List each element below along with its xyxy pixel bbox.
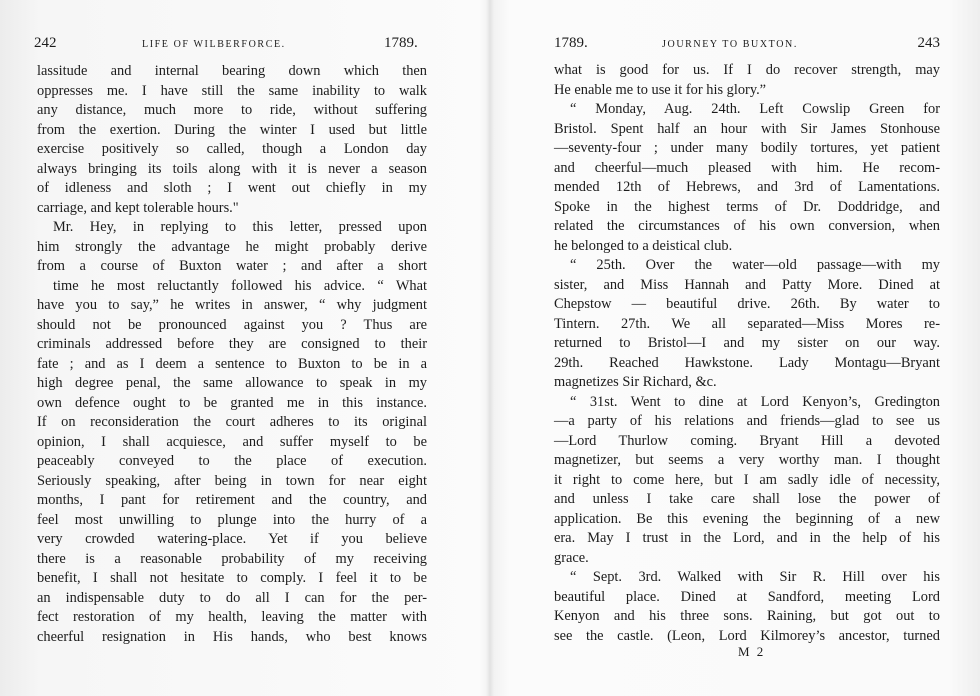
text-line: application. Be this evening the beginning of a new	[554, 510, 940, 527]
text-line: lassitude and internal bearing down which then	[37, 63, 427, 79]
text-line: —Lord Thurlow coming. Bryant Hill a devoted	[554, 432, 940, 449]
right-running-title: JOURNEY TO BUXTON.	[662, 39, 798, 50]
text-line: it right to come here, but I am sadly idle of necessity,	[554, 471, 940, 488]
text-line: time he most reluctantly followed his advice. “ What	[53, 277, 427, 294]
text-line: high degree penal, the same allowance to speak in my	[37, 375, 427, 391]
text-line: own defence ought to be granted me in this instance.	[37, 394, 427, 411]
text-line: Tintern. 27th. We all separated—Miss Mores re-	[554, 315, 940, 332]
text-line: an indispensable duty to do all I can for the per-	[37, 589, 427, 606]
text-line: he belonged to a deistical club.	[554, 237, 733, 254]
text-line: from a course of Buxton water ; and after a short	[37, 258, 427, 274]
text-line: any distance, much more to ride, without suffering	[37, 102, 427, 118]
left-page-year: 1789.	[384, 35, 418, 51]
text-line: fect restoration of my health, leaving the matter with	[37, 609, 427, 625]
text-line: from the exertion. During the winter I used but little	[37, 121, 427, 138]
right-page-number: 243	[917, 35, 940, 51]
text-line: very crowded watering-place. Yet if you believe	[37, 531, 427, 547]
text-line: what is good for us. If I do recover strength, may	[554, 62, 940, 78]
book-gutter	[486, 0, 494, 696]
text-line: Chepstow — beautiful drive. 26th. By water to	[554, 296, 940, 312]
text-line: of idleness and sloth ; I went out chiefly in my	[37, 180, 427, 196]
right-page-body	[554, 61, 940, 646]
text-line: cheerful resignation in His hands, who best knows	[37, 628, 427, 645]
text-line: should not be pronounced against you ? Thus are	[37, 316, 427, 333]
text-line: sister, and Miss Hannah and Patty More. Dined at	[554, 276, 940, 293]
text-line: criminals addressed before they are consigned to their	[37, 336, 427, 352]
text-line: feel most unwilling to plunge into the hurry of a	[37, 511, 427, 528]
text-line: carriage, and kept tolerable hours."	[37, 199, 239, 216]
text-line: him strongly the advantage he might probably derive	[37, 238, 427, 255]
left-running-title: LIFE OF WILBERFORCE.	[142, 39, 286, 50]
left-page-body	[37, 62, 427, 647]
text-line: Spoke in the highest terms of Dr. Doddridge, and	[554, 198, 940, 215]
text-line: “ Sept. 3rd. Walked with Sir R. Hill over his	[570, 569, 940, 585]
text-line: benefit, I shall not hesitate to comply. I feel it to be	[37, 570, 427, 586]
text-line: “ 31st. Went to dine at Lord Kenyon’s, Gredington	[570, 393, 940, 410]
left-page-header	[34, 34, 426, 52]
text-line: and unless I take care shall lose the power of	[554, 491, 940, 507]
text-line: always bringing its toils along with it is never a season	[37, 160, 427, 177]
text-line: 29th. Reached Hawkstone. Lady Montagu—Bryant	[554, 354, 940, 371]
text-line: opinion, I shall acquiesce, and suffer myself to be	[37, 433, 427, 450]
text-line: oppresses me. I have still the same inability to walk	[37, 82, 427, 99]
text-line: Seriously speaking, after being in town for near eight	[37, 472, 427, 489]
text-line: have you to say,” he writes in answer, “ why judgment	[37, 297, 427, 313]
text-line: beautiful place. Dined at Sandford, meeting Lord	[554, 588, 940, 605]
text-line: —a party of his relations and friends—glad to see us	[554, 413, 940, 429]
text-line: peaceably conveyed to the place of execution.	[37, 453, 427, 469]
text-line: related the circumstances of his own conversion, when	[554, 218, 940, 234]
right-page-header	[554, 34, 940, 52]
text-line: “ Monday, Aug. 24th. Left Cowslip Green for	[570, 101, 940, 117]
text-line: He enable me to use it for his glory.”	[554, 81, 767, 98]
text-line: fate ; and as I deem a sentence to Buxton to be in a	[37, 355, 427, 372]
text-line: grace.	[554, 549, 589, 566]
right-page	[490, 0, 980, 696]
left-page-number: 242	[34, 35, 57, 51]
text-line: —seventy-four ; under many bodily tortures, yet patient	[554, 140, 940, 156]
text-line: months, I pant for retirement and the country, and	[37, 492, 427, 508]
text-line: Kenyon and his three sons. Raining, but got out to	[554, 608, 940, 624]
text-line: magnetizes Sir Richard, &c.	[554, 374, 717, 390]
text-line: there is a reasonable probability of my receiving	[37, 550, 427, 567]
text-line: and cheerful—much pleased with him. He recom-	[554, 159, 940, 176]
text-line: mended 12th of Hebrews, and 3rd of Lamentations.	[554, 179, 940, 195]
text-line: If on reconsideration the court adheres to its original	[37, 414, 427, 430]
text-line: Bristol. Spent half an hour with Sir James Stonhouse	[554, 120, 940, 137]
text-line: returned to Bristol—I and my sister on our way.	[554, 335, 940, 351]
text-line: see the castle. (Leon, Lord Kilmorey’s ancestor, turned	[554, 627, 940, 644]
text-line: “ 25th. Over the water—old passage—with my	[570, 257, 940, 273]
right-page-year: 1789.	[554, 35, 588, 51]
signature-mark: M 2	[738, 644, 766, 659]
text-line: exercise positively so called, though a London day	[37, 141, 427, 157]
text-line: Mr. Hey, in replying to this letter, pressed upon	[53, 219, 427, 235]
text-line: magnetizer, but seems a very worthy man. I thought	[554, 452, 940, 468]
text-line: era. May I trust in the Lord, and in the help of his	[554, 530, 940, 546]
